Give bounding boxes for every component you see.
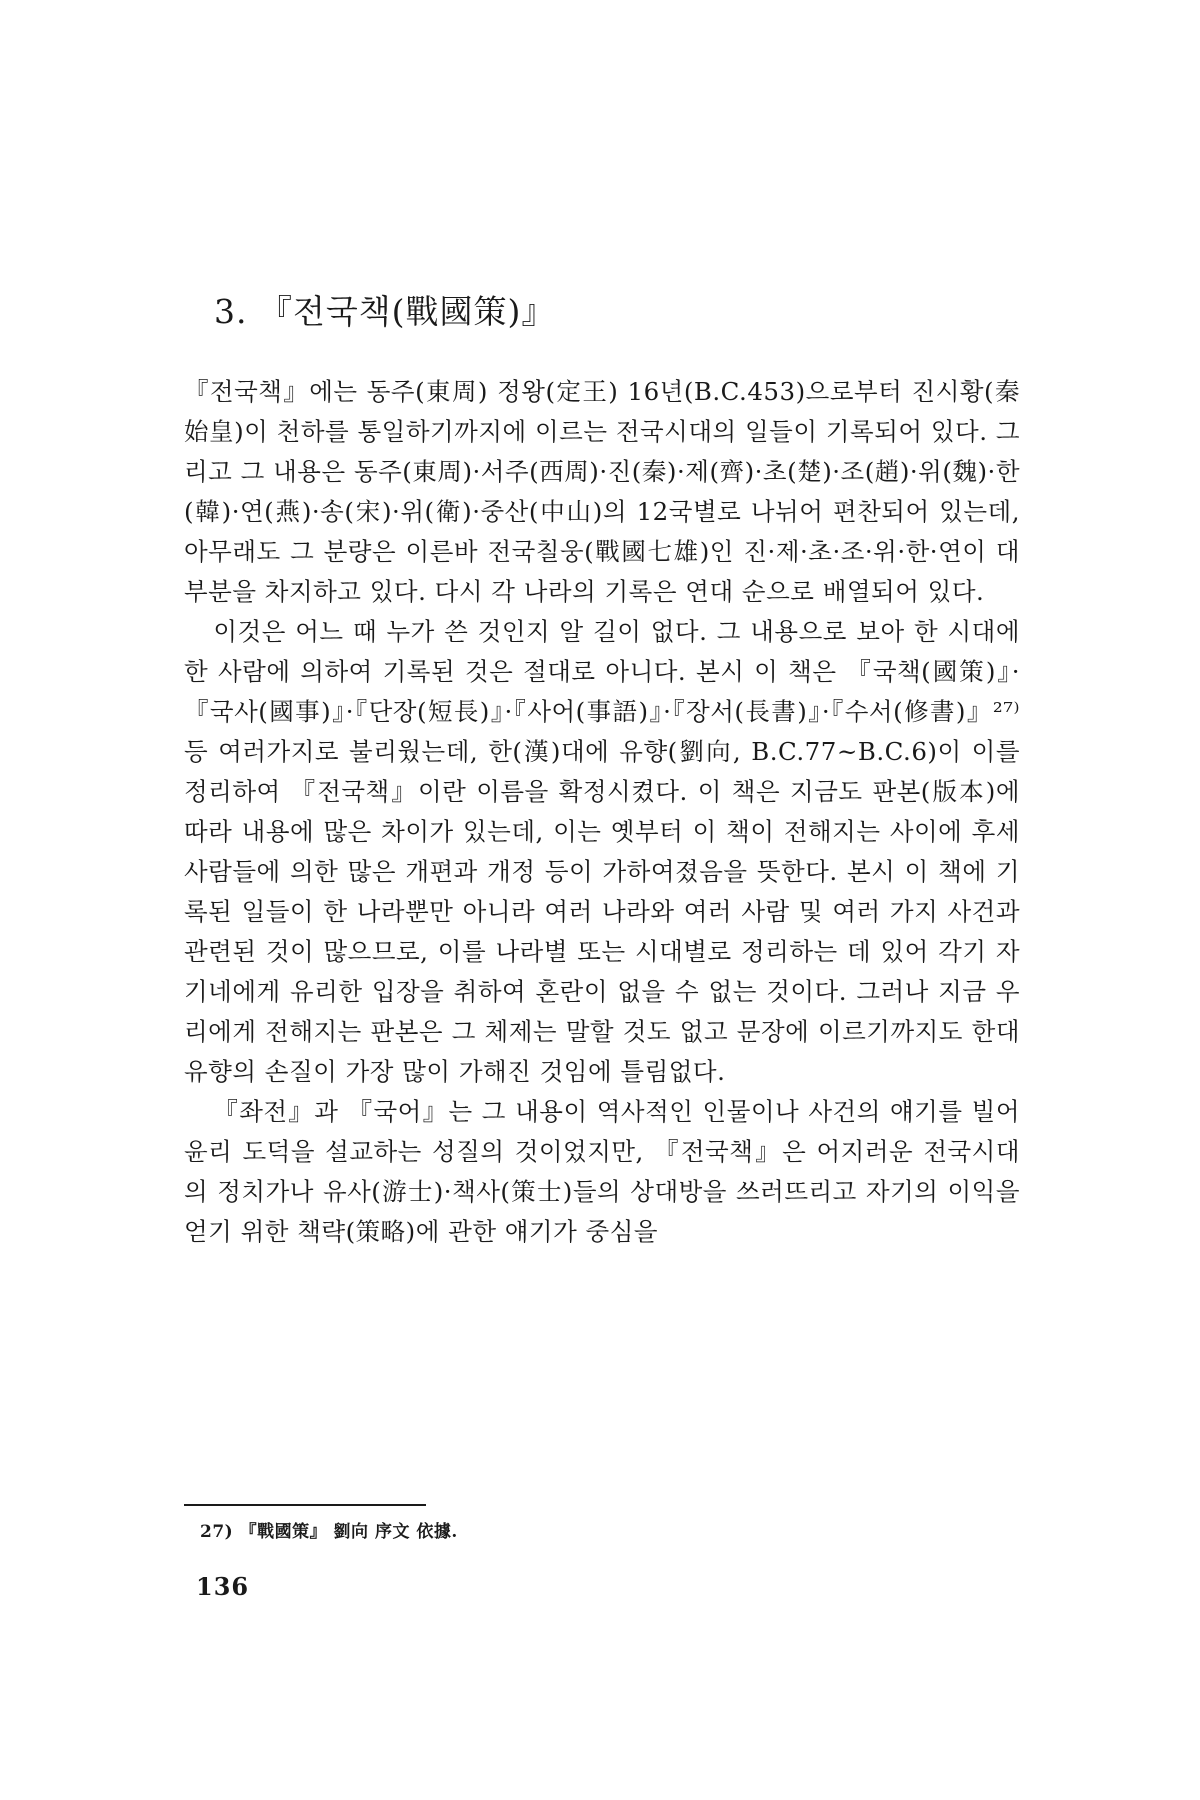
footnote: 27) 『戰國策』 劉向 序文 依據. [200, 1522, 458, 1542]
paragraph-3: 『좌전』과 『국어』는 그 내용이 역사적인 인물이나 사건의 얘기를 빌어 윤리 도덕을 설교하는 성질의 것이었지만, 『전국책』은 어지러운 전국시대의 정치가나 유사(游士)·책사(策士)들의 상대방을 쓰러뜨리고 자기의 이익을 얻기 위한 책략(策略)에 관한 얘기가 중심을 [184, 1097, 1020, 1246]
footnote-divider [184, 1504, 426, 1506]
paragraph-1: 『전국책』에는 동주(東周) 정왕(定王) 16년(B.C.453)으로부터 진시황(秦始皇)이 천하를 통일하기까지에 이르는 전국시대의 일들이 기록되어 있다. 그리고 그 내용은 동주(東周)·서주(西周)·진(秦)·제(齊)·초(楚)·조(趙)·위(魏)·한(韓)·연(燕)·송(宋)·위(衛)·중산(中山)의 12국별로 나뉘어 편찬되어 있는데, 아무래도 그 분량은 이른바 전국칠웅(戰國七雄)인 진·제·초·조·위·한·연이 대부분을 차지하고 있다. 다시 각 나라의 기록은 연대 순으로 배열되어 있다. [184, 377, 1020, 606]
page-number: 136 [196, 1572, 250, 1601]
body-text [184, 372, 1020, 1252]
paragraph-2: 이것은 어느 때 누가 쓴 것인지 알 길이 없다. 그 내용으로 보아 한 시대에 한 사람에 의하여 기록된 것은 절대로 아니다. 본시 이 책은 『국책(國策)』·『국사(國事)』·『단장(短長)』·『사어(事語)』·『장서(長書)』·『수서(修書)』²⁷⁾ 등 여러가지로 불리웠는데, 한(漢)대에 유향(劉向, B.C.77~B.C.6)이 이를 정리하여 『전국책』이란 이름을 확정시켰다. 이 책은 지금도 판본(版本)에 따라 내용에 많은 차이가 있는데, 이는 옛부터 이 책이 전해지는 사이에 후세 사람들에 의한 많은 개편과 개정 등이 가하여졌음을 뜻한다. 본시 이 책에 기록된 일들이 한 나라뿐만 아니라 여러 나라와 여러 사람 및 여러 가지 사건과 관련된 것이 많으므로, 이를 나라별 또는 시대별로 정리하는 데 있어 각기 자기네에게 유리한 입장을 취하여 혼란이 없을 수 없는 것이다. 그러나 지금 우리에게 전해지는 판본은 그 체제는 말할 것도 없고 문장에 이르기까지도 한대 유향의 손질이 가장 많이 가해진 것임에 틀림없다. [184, 617, 1020, 1086]
section-heading: 3. 『전국책(戰國策)』 [214, 292, 556, 331]
